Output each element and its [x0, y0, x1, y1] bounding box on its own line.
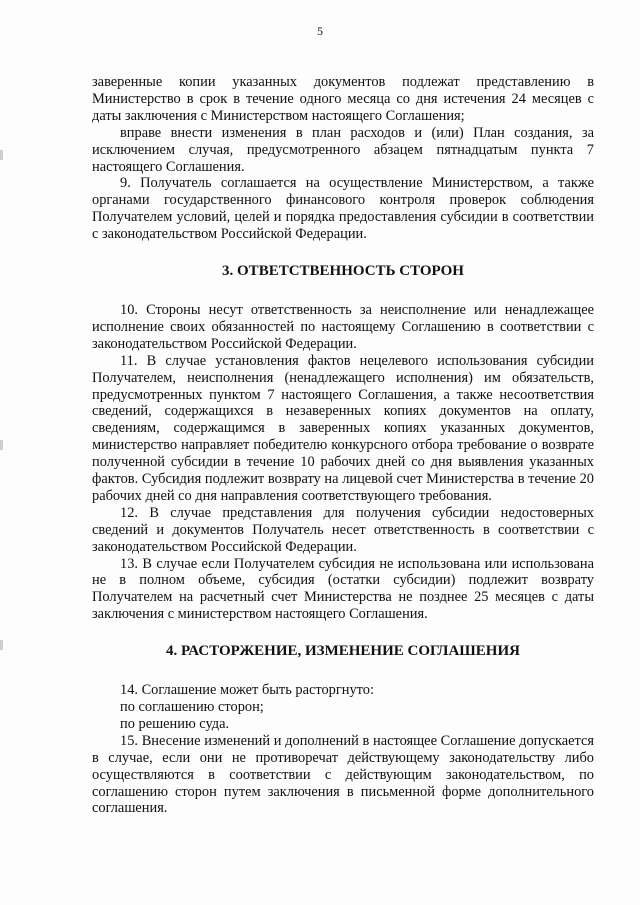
- paragraph-certified-copies: заверенные копии указанных документов подлежат представлению в Министерство в срок в течение одного месяца со дня истечения 24 месяцев с даты заключения с Министерством настоящего Соглашения;: [92, 74, 594, 124]
- section-4-title: 4. РАСТОРЖЕНИЕ, ИЗМЕНЕНИЕ СОГЛАШЕНИЯ: [166, 643, 520, 660]
- scan-margin-mark: [0, 640, 3, 650]
- document-body: [92, 74, 594, 817]
- paragraph-13: 13. В случае если Получателем субсидия не использована или использована не в полном объеме, субсидия (остатки субсидии) подлежит возврату Получателем на расчетный счет Министерства не позднее 25 месяцев с даты заключения с министерством настоящего Соглашения.: [92, 555, 594, 623]
- paragraph-12: 12. В случае представления для получения субсидии недостоверных сведений и документов Получатель несет ответственность в соответствии с законодательством Российской Федерации.: [92, 504, 594, 555]
- paragraph-10: 10. Стороны несут ответственность за неисполнение или ненадлежащее исполнение своих обязанностей по настоящему Соглашению в соответствии с законодательством Российской Федерации.: [92, 301, 594, 352]
- paragraph-9: 9. Получатель соглашается на осуществление Министерством, а также органами государственного финансового контроля проверок соблюдения Получателем условий, целей и порядка предоставления субсидии в соответствии с законодательством Российской Федерации.: [92, 175, 594, 243]
- paragraph-14-option-agreement: по соглашению сторон;: [120, 699, 264, 715]
- page-number: 5: [317, 24, 323, 38]
- paragraph-15: 15. Внесение изменений и дополнений в настоящее Соглашение допускается в случае, если они не противоречат действующему законодательству либо осуществляются в соответствии с действующим законодательством, по соглашению сторон путем заключения в письменной форме дополнительного соглашения.: [92, 732, 594, 817]
- paragraph-14: 14. Соглашение может быть расторгнуто:: [120, 682, 374, 699]
- section-3-title: 3. ОТВЕТСТВЕННОСТЬ СТОРОН: [222, 263, 464, 280]
- paragraph-14-option-court: по решению суда.: [120, 715, 230, 732]
- paragraph-right-to-change-plan: вправе внести изменения в план расходов и (или) План создания, за исключением случая, предусмотренного абзацем пятнадцатым пункта 7 настоящего Соглашения.: [92, 124, 594, 175]
- paragraph-11: 11. В случае установления фактов нецелевого использования субсидии Получателем, неисполнения (ненадлежащего исполнения) им обязательств, предусмотренных пунктом 7 настоящего Соглашения, а также несоответствия сведений, содержащихся в незаверенных копиях документов на оплату, сведениям, содержащимся в заверенных копиях указанных документов, министерство направляет победителю конкурсного отбора требование о возврате полученной субсидии в течение 10 рабочих дней со дня выявления указанных фактов. Субсидия подлежит возврату на лицевой счет Министерства в течение 20 рабочих дней со дня направления соответствующего требования.: [92, 352, 594, 504]
- scan-margin-mark: [0, 440, 3, 450]
- scan-margin-mark: [0, 150, 3, 160]
